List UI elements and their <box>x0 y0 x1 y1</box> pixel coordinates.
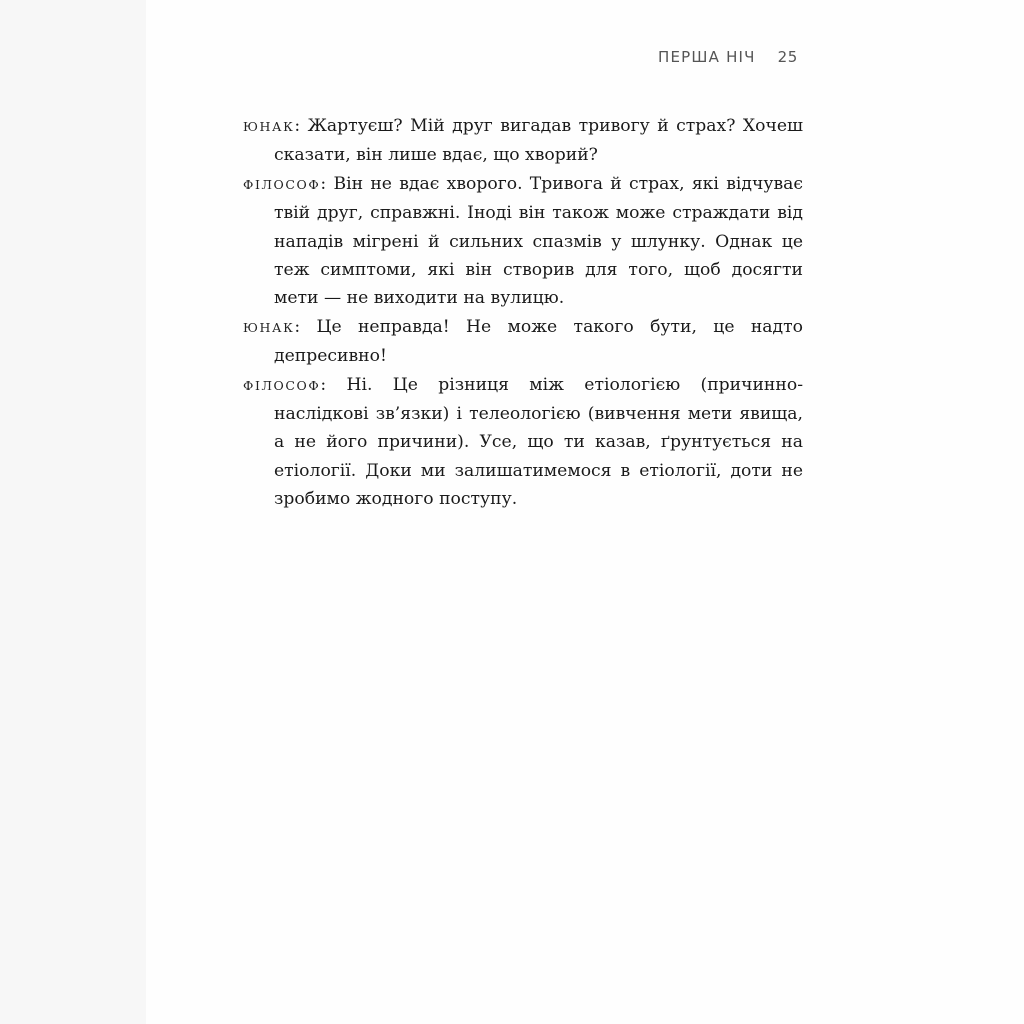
dialogue-line: ФІЛОСОФ: Він не вдає хворого. Тривога й страх, які відчуває твій друг, справжні. Іноді він також може страждати від нападів мігрені й сильних спазмів у шлунку. Однак це теж симптоми, які він створив для того, щоб досягти мети — не виходити на вулицю. <box>243 173 803 309</box>
speaker-label: ФІЛОСОФ <box>243 377 321 393</box>
dialogue-line: ЮНАК: Жартуєш? Мій друг вигадав тривогу й страх? Хочеш сказати, він лише вдає, що хворий? <box>243 116 803 166</box>
speaker-label: ЮНАК <box>243 319 295 335</box>
dialogue-line: ЮНАК: Це неправда! Не може такого бути, це надто депресивно! <box>243 316 803 367</box>
running-header <box>658 48 798 66</box>
dialogue-text: Це неправда! Не може такого бути, це надто депресивно! <box>274 316 803 367</box>
speaker-label: ФІЛОСОФ <box>243 176 321 192</box>
dialogue-text: Жартуєш? Мій друг вигадав тривогу й страх? Хочеш сказати, він лише вдає, що хворий? <box>274 116 803 166</box>
page-number: 25 <box>777 48 798 66</box>
dialogue-body <box>243 112 803 514</box>
dialogue-text: Він не вдає хворого. Тривога й страх, які відчуває твій друг, справжні. Іноді він також може страждати від нападів мігрені й сильних спазмів у шлунку. Однак це теж симптоми, які він створив для того, щоб досягти мети — не виходити на вулицю. <box>274 173 803 309</box>
dialogue-line: ФІЛОСОФ: Ні. Це різниця між етіологією (причинно-наслідкові зв’язки) і телеологією (вивчення мети явища, а не його причини). Усе, що ти казав, ґрунтується на етіології. Доки ми залишатимемося в етіології, доти не зробимо жодного поступу. <box>243 374 803 510</box>
speaker-label: ЮНАК <box>243 119 295 134</box>
section-title: ПЕРША НІЧ <box>658 48 756 66</box>
dialogue-text: Ні. Це різниця між етіологією (причинно-наслідкові зв’язки) і телеологією (вивчення мети явища, а не його причини). Усе, що ти казав, ґрунтується на етіології. Доки ми залишатимемося в етіології, доти не зробимо жодного поступу. <box>274 374 803 510</box>
